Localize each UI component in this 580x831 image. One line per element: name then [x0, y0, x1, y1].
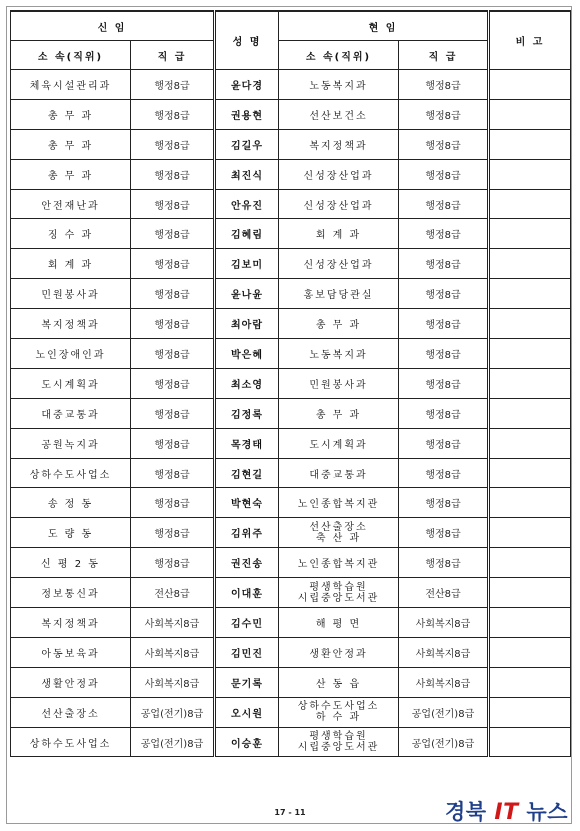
current-dept-cell [279, 697, 399, 727]
logo-text-post: 뉴스 [526, 800, 568, 824]
page-number: 17 - 11 [274, 808, 306, 817]
remarks-cell [489, 667, 571, 697]
table-row [11, 637, 571, 667]
current-grade-cell: 행정8급 [399, 398, 489, 428]
remarks-cell [489, 339, 571, 369]
current-dept-cell: 홍보담당관실 [279, 279, 399, 309]
new-dept-cell: 송 정 동 [11, 488, 131, 518]
new-dept-cell: 상하수도사업소 [11, 458, 131, 488]
current-grade-cell: 사회복지8급 [399, 608, 489, 638]
new-grade-cell: 행정8급 [131, 309, 215, 339]
remarks-cell [489, 99, 571, 129]
table-row [11, 249, 571, 279]
remarks-cell [489, 458, 571, 488]
name-cell: 김길우 [215, 129, 279, 159]
current-dept-header: 소 속(직위) [279, 41, 399, 70]
name-cell: 김혜림 [215, 219, 279, 249]
name-cell: 김정록 [215, 398, 279, 428]
table-row [11, 219, 571, 249]
current-grade-cell: 행정8급 [399, 129, 489, 159]
remarks-cell [489, 608, 571, 638]
new-dept-cell: 대중교통과 [11, 398, 131, 428]
current-grade-cell: 행정8급 [399, 99, 489, 129]
new-grade-cell: 행정8급 [131, 249, 215, 279]
name-cell: 윤다경 [215, 70, 279, 100]
current-dept-cell: 복지정책과 [279, 129, 399, 159]
new-grade-cell: 행정8급 [131, 488, 215, 518]
table-row [11, 608, 571, 638]
remarks-header: 비 고 [489, 11, 571, 70]
table-row [11, 339, 571, 369]
name-cell: 박은혜 [215, 339, 279, 369]
name-cell: 이대훈 [215, 578, 279, 608]
remarks-cell [489, 398, 571, 428]
current-dept-cell: 선산보건소 [279, 99, 399, 129]
current-dept-cell: 대중교통과 [279, 458, 399, 488]
new-dept-cell: 복지정책과 [11, 309, 131, 339]
name-cell: 권용현 [215, 99, 279, 129]
current-grade-cell: 행정8급 [399, 219, 489, 249]
new-grade-cell: 행정8급 [131, 70, 215, 100]
new-grade-cell: 행정8급 [131, 518, 215, 548]
remarks-cell [489, 578, 571, 608]
current-dept-cell: 신성장산업과 [279, 159, 399, 189]
new-dept-cell: 복지정책과 [11, 608, 131, 638]
new-dept-cell: 회 계 과 [11, 249, 131, 279]
remarks-cell [489, 219, 571, 249]
name-cell: 윤나윤 [215, 279, 279, 309]
name-cell: 권진송 [215, 548, 279, 578]
current-grade-cell: 행정8급 [399, 428, 489, 458]
current-dept-cell: 노인종합복지관 [279, 488, 399, 518]
current-dept-cell: 노동복지과 [279, 70, 399, 100]
current-grade-cell: 행정8급 [399, 309, 489, 339]
name-cell: 문기록 [215, 667, 279, 697]
table-row [11, 129, 571, 159]
current-grade-cell: 행정8급 [399, 279, 489, 309]
new-grade-cell: 행정8급 [131, 129, 215, 159]
current-grade-cell: 행정8급 [399, 249, 489, 279]
new-grade-cell: 공업(전기)8급 [131, 697, 215, 727]
name-cell: 이승훈 [215, 727, 279, 757]
current-dept-line-1: 평생학습원 [309, 581, 368, 593]
remarks-cell [489, 368, 571, 398]
new-dept-cell: 상하수도사업소 [11, 727, 131, 757]
remarks-cell [489, 697, 571, 727]
current-grade-cell: 행정8급 [399, 368, 489, 398]
table-row [11, 309, 571, 339]
new-dept-cell: 체육시설관리과 [11, 70, 131, 100]
current-grade-cell: 행정8급 [399, 159, 489, 189]
current-dept-line-1: 평생학습원 [309, 731, 368, 743]
new-dept-cell: 민원봉사과 [11, 279, 131, 309]
name-cell: 김현길 [215, 458, 279, 488]
table-row [11, 578, 571, 608]
current-dept-cell: 해 평 면 [279, 608, 399, 638]
current-dept-cell: 도시계획과 [279, 428, 399, 458]
new-grade-cell: 행정8급 [131, 219, 215, 249]
current-grade-cell: 행정8급 [399, 458, 489, 488]
current-grade-cell: 행정8급 [399, 70, 489, 100]
new-dept-cell: 징 수 과 [11, 219, 131, 249]
current-post-header: 현 임 [279, 11, 489, 41]
table-row [11, 279, 571, 309]
new-grade-cell: 행정8급 [131, 159, 215, 189]
new-dept-cell: 공원녹지과 [11, 428, 131, 458]
current-dept-cell: 신성장산업과 [279, 249, 399, 279]
current-dept-cell: 노인종합복지관 [279, 548, 399, 578]
current-grade-cell: 행정8급 [399, 339, 489, 369]
name-header: 성 명 [215, 11, 279, 70]
new-dept-cell: 도 량 동 [11, 518, 131, 548]
current-grade-cell: 행정8급 [399, 189, 489, 219]
name-cell: 최아람 [215, 309, 279, 339]
name-cell: 김보미 [215, 249, 279, 279]
new-dept-cell: 도시계획과 [11, 368, 131, 398]
remarks-cell [489, 428, 571, 458]
remarks-cell [489, 279, 571, 309]
new-dept-cell: 총 무 과 [11, 99, 131, 129]
remarks-cell [489, 548, 571, 578]
current-grade-header: 직 급 [399, 41, 489, 70]
table-row [11, 99, 571, 129]
table-row [11, 159, 571, 189]
remarks-cell [489, 518, 571, 548]
new-grade-cell: 사회복지8급 [131, 667, 215, 697]
table-row [11, 368, 571, 398]
table-row [11, 667, 571, 697]
new-grade-cell: 행정8급 [131, 458, 215, 488]
name-cell: 김민진 [215, 637, 279, 667]
table-row [11, 398, 571, 428]
new-grade-cell: 행정8급 [131, 279, 215, 309]
new-grade-cell: 행정8급 [131, 368, 215, 398]
current-dept-line-2: 시립중앙도서관 [297, 742, 380, 754]
name-cell: 최진식 [215, 159, 279, 189]
name-cell: 안유진 [215, 189, 279, 219]
table-row [11, 697, 571, 727]
new-grade-cell: 행정8급 [131, 189, 215, 219]
current-grade-cell: 행정8급 [399, 518, 489, 548]
current-dept-cell: 회 계 과 [279, 219, 399, 249]
remarks-cell [489, 727, 571, 757]
current-grade-cell: 전산8급 [399, 578, 489, 608]
new-grade-cell: 행정8급 [131, 339, 215, 369]
new-dept-cell: 신 평 2 동 [11, 548, 131, 578]
new-grade-cell: 행정8급 [131, 548, 215, 578]
table-row [11, 458, 571, 488]
current-dept-cell [279, 518, 399, 548]
new-grade-header: 직 급 [131, 41, 215, 70]
remarks-cell [489, 637, 571, 667]
personnel-table [10, 10, 571, 757]
remarks-cell [489, 129, 571, 159]
table-row [11, 548, 571, 578]
new-grade-cell: 행정8급 [131, 398, 215, 428]
logo-text-pre: 경북 [445, 800, 487, 824]
logo-it: IT [494, 800, 519, 825]
name-cell: 오시원 [215, 697, 279, 727]
current-dept-cell: 신성장산업과 [279, 189, 399, 219]
new-dept-cell: 생활안정과 [11, 667, 131, 697]
new-grade-cell: 공업(전기)8급 [131, 727, 215, 757]
current-dept-line-2: 시립중앙도서관 [297, 592, 380, 604]
remarks-cell [489, 249, 571, 279]
remarks-cell [489, 309, 571, 339]
table-row [11, 518, 571, 548]
news-logo [445, 796, 568, 826]
new-post-header: 신 임 [11, 11, 215, 41]
current-grade-cell: 사회복지8급 [399, 637, 489, 667]
current-dept-line-2: 하 수 과 [315, 712, 362, 724]
current-dept-cell [279, 578, 399, 608]
new-grade-cell: 행정8급 [131, 99, 215, 129]
current-grade-cell: 행정8급 [399, 548, 489, 578]
current-dept-cell: 총 무 과 [279, 309, 399, 339]
remarks-cell [489, 70, 571, 100]
name-cell: 박현숙 [215, 488, 279, 518]
new-grade-cell: 전산8급 [131, 578, 215, 608]
new-dept-header: 소 속(직위) [11, 41, 131, 70]
current-grade-cell: 사회복지8급 [399, 667, 489, 697]
table-row [11, 727, 571, 757]
new-dept-cell: 안전재난과 [11, 189, 131, 219]
new-dept-cell: 아동보육과 [11, 637, 131, 667]
current-dept-line-1: 상하수도사업소 [297, 701, 380, 713]
current-dept-cell [279, 727, 399, 757]
remarks-cell [489, 189, 571, 219]
current-grade-cell: 공업(전기)8급 [399, 697, 489, 727]
current-dept-cell: 노동복지과 [279, 339, 399, 369]
table-row [11, 488, 571, 518]
name-cell: 목경태 [215, 428, 279, 458]
new-dept-cell: 정보통신과 [11, 578, 131, 608]
new-grade-cell: 사회복지8급 [131, 608, 215, 638]
current-dept-cell: 산 동 읍 [279, 667, 399, 697]
current-dept-cell: 총 무 과 [279, 398, 399, 428]
new-grade-cell: 행정8급 [131, 428, 215, 458]
new-dept-cell: 총 무 과 [11, 159, 131, 189]
current-dept-cell: 민원봉사과 [279, 368, 399, 398]
remarks-cell [489, 159, 571, 189]
name-cell: 김위주 [215, 518, 279, 548]
new-dept-cell: 선산출장소 [11, 697, 131, 727]
current-dept-cell: 생환안정과 [279, 637, 399, 667]
name-cell: 김수민 [215, 608, 279, 638]
new-dept-cell: 노인장애인과 [11, 339, 131, 369]
current-dept-line-1: 선산출장소 [309, 521, 368, 533]
table-row [11, 428, 571, 458]
current-grade-cell: 행정8급 [399, 488, 489, 518]
name-cell: 최소영 [215, 368, 279, 398]
new-grade-cell: 사회복지8급 [131, 637, 215, 667]
new-dept-cell: 총 무 과 [11, 129, 131, 159]
table-row [11, 70, 571, 100]
current-grade-cell: 공업(전기)8급 [399, 727, 489, 757]
table-row [11, 189, 571, 219]
current-dept-line-2: 축 산 과 [315, 532, 362, 544]
remarks-cell [489, 488, 571, 518]
